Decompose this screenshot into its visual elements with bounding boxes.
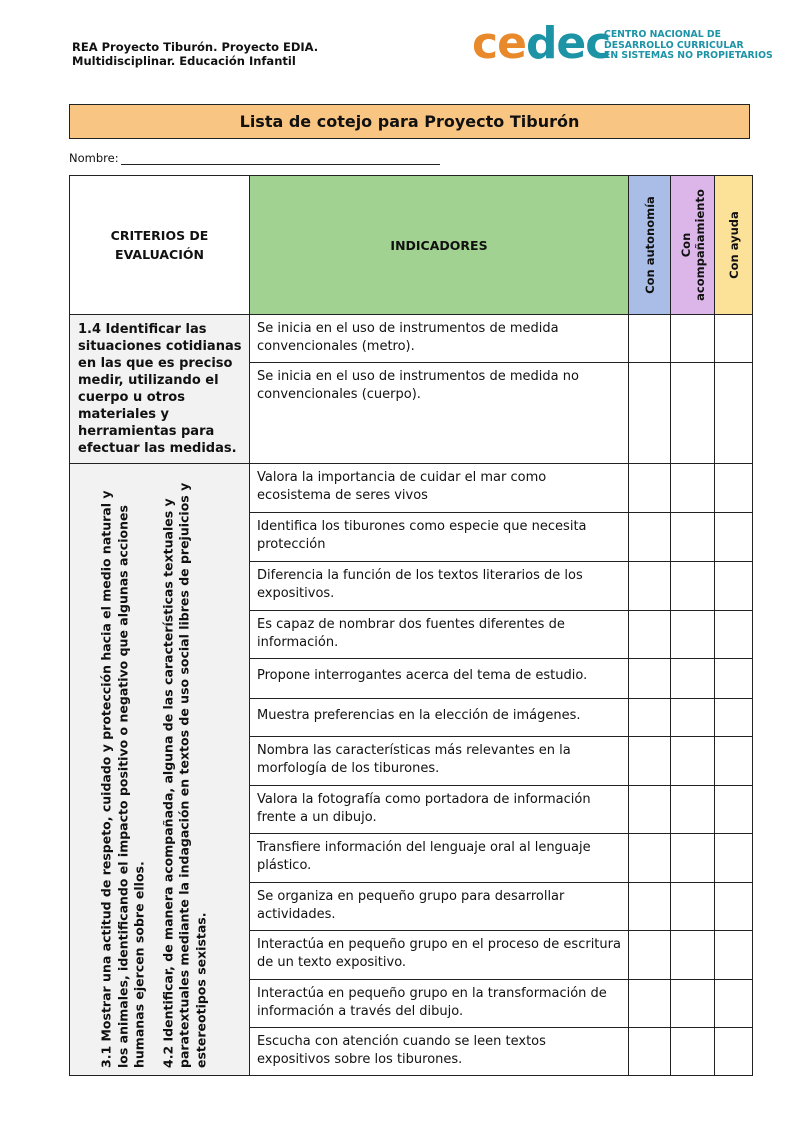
checkbox-help[interactable] [715, 737, 753, 786]
document-header [72, 40, 318, 68]
checkbox-accompaniment[interactable] [671, 1028, 715, 1076]
checkbox-accompaniment[interactable] [671, 611, 715, 659]
name-label: Nombre: [69, 151, 119, 165]
checkbox-autonomy[interactable] [629, 659, 671, 699]
checkbox-autonomy[interactable] [629, 363, 671, 464]
checkbox-accompaniment[interactable] [671, 513, 715, 562]
checkbox-help[interactable] [715, 562, 753, 611]
checkbox-autonomy[interactable] [629, 315, 671, 363]
help-header-label: Con ayuda [726, 211, 741, 279]
indicator-cell: Escucha con atención cuando se leen textos expositivos sobre los tiburones. [250, 1028, 629, 1076]
indicator-cell: Es capaz de nombrar dos fuentes diferentes de información. [250, 611, 629, 659]
checkbox-help[interactable] [715, 931, 753, 980]
autonomy-header-label: Con autonomía [642, 196, 657, 294]
table-row [70, 315, 753, 363]
logo-subtitle [604, 29, 773, 62]
indicators-header: INDICADORES [250, 176, 629, 315]
logo-subtitle-line-1: CENTRO NACIONAL DE [604, 29, 721, 40]
checkbox-autonomy[interactable] [629, 931, 671, 980]
checkbox-accompaniment[interactable] [671, 562, 715, 611]
logo-wordmark [472, 19, 610, 69]
checkbox-accompaniment[interactable] [671, 931, 715, 980]
criterion-4-2: 4.2 Identificar, de manera acompañada, alguna de las características textuales y paratextuales mediante la indagación en textos de uso social libres de prejuicios y estereotipos sexistas. [159, 482, 208, 1068]
indicator-cell: Se inicia en el uso de instrumentos de medida convencionales (metro). [250, 315, 629, 363]
table-header-row [70, 176, 753, 315]
name-field-line[interactable] [121, 164, 440, 165]
checkbox-help[interactable] [715, 464, 753, 513]
indicator-cell: Interactúa en pequeño grupo en la transformación de información a través del dibujo. [250, 980, 629, 1028]
indicator-cell: Diferencia la función de los textos literarios de los expositivos. [250, 562, 629, 611]
checkbox-autonomy[interactable] [629, 834, 671, 883]
indicator-cell: Valora la fotografía como portadora de información frente a un dibujo. [250, 786, 629, 834]
logo-subtitle-line-3: EN SISTEMAS NO PROPIETARIOS [604, 50, 773, 61]
help-header [715, 176, 753, 315]
checkbox-accompaniment[interactable] [671, 363, 715, 464]
indicator-cell: Transfiere información del lenguaje oral al lenguaje plástico. [250, 834, 629, 883]
indicator-cell: Identifica los tiburones como especie que necesita protección [250, 513, 629, 562]
indicator-cell: Propone interrogantes acerca del tema de estudio. [250, 659, 629, 699]
document-title: Lista de cotejo para Proyecto Tiburón [69, 104, 750, 139]
checkbox-autonomy[interactable] [629, 737, 671, 786]
criteria-rotated-text [98, 472, 221, 1068]
checkbox-help[interactable] [715, 699, 753, 737]
logo-word-a: ce [472, 18, 526, 69]
checkbox-help[interactable] [715, 883, 753, 931]
checklist-table [69, 175, 753, 1076]
checkbox-help[interactable] [715, 315, 753, 363]
checkbox-accompaniment[interactable] [671, 464, 715, 513]
checkbox-help[interactable] [715, 980, 753, 1028]
checkbox-help[interactable] [715, 513, 753, 562]
checkbox-accompaniment[interactable] [671, 834, 715, 883]
accompaniment-header-line-1: Con [678, 232, 693, 258]
logo-subtitle-line-2: DESARROLLO CURRICULAR [604, 39, 744, 51]
checkbox-autonomy[interactable] [629, 699, 671, 737]
checkbox-autonomy[interactable] [629, 464, 671, 513]
checkbox-accompaniment[interactable] [671, 659, 715, 699]
checkbox-help[interactable] [715, 834, 753, 883]
autonomy-header [629, 176, 671, 315]
table-row [70, 464, 753, 513]
checkbox-accompaniment[interactable] [671, 980, 715, 1028]
checkbox-accompaniment[interactable] [671, 315, 715, 363]
criteria-3-1-and-4-2 [70, 464, 250, 1076]
indicator-cell: Muestra preferencias en la elección de imágenes. [250, 699, 629, 737]
checkbox-autonomy[interactable] [629, 786, 671, 834]
header-line-2: Multidisciplinar. Educación Infantil [72, 54, 296, 68]
indicator-cell: Nombra las características más relevantes en la morfología de los tiburones. [250, 737, 629, 786]
criterion-1-4: 1.4 Identificar las situaciones cotidianas en las que es preciso medir, utilizando el cuerpo u otros materiales y herramientas para efectuar las medidas. [70, 315, 250, 464]
checkbox-autonomy[interactable] [629, 513, 671, 562]
indicator-cell: Valora la importancia de cuidar el mar como ecosistema de seres vivos [250, 464, 629, 513]
indicator-cell: Interactúa en pequeño grupo en el proceso de escritura de un texto expositivo. [250, 931, 629, 980]
checkbox-help[interactable] [715, 611, 753, 659]
checkbox-autonomy[interactable] [629, 611, 671, 659]
indicator-cell: Se organiza en pequeño grupo para desarrollar actividades. [250, 883, 629, 931]
checkbox-accompaniment[interactable] [671, 737, 715, 786]
accompaniment-header [671, 176, 715, 315]
accompaniment-header-line-2: acompañamiento [692, 189, 707, 301]
criterion-3-1: 3.1 Mostrar una actitud de respeto, cuidado y protección hacia el medio natural y los animales, identificando el impacto positivo o negativo que algunas acciones humanas ejercen sobre ellos. [98, 489, 146, 1068]
checkbox-autonomy[interactable] [629, 562, 671, 611]
checkbox-accompaniment[interactable] [671, 883, 715, 931]
checkbox-help[interactable] [715, 363, 753, 464]
logo-word-b: dec [525, 18, 611, 69]
checkbox-help[interactable] [715, 659, 753, 699]
checkbox-autonomy[interactable] [629, 883, 671, 931]
checkbox-accompaniment[interactable] [671, 786, 715, 834]
indicator-cell: Se inicia en el uso de instrumentos de medida no convencionales (cuerpo). [250, 363, 629, 464]
checkbox-autonomy[interactable] [629, 980, 671, 1028]
header-line-1: REA Proyecto Tiburón. Proyecto EDIA. [72, 40, 319, 54]
checkbox-help[interactable] [715, 1028, 753, 1076]
checkbox-accompaniment[interactable] [671, 699, 715, 737]
accompaniment-header-label [679, 189, 707, 301]
checkbox-help[interactable] [715, 786, 753, 834]
checkbox-autonomy[interactable] [629, 1028, 671, 1076]
criteria-header: CRITERIOS DE EVALUACIÓN [70, 176, 250, 315]
